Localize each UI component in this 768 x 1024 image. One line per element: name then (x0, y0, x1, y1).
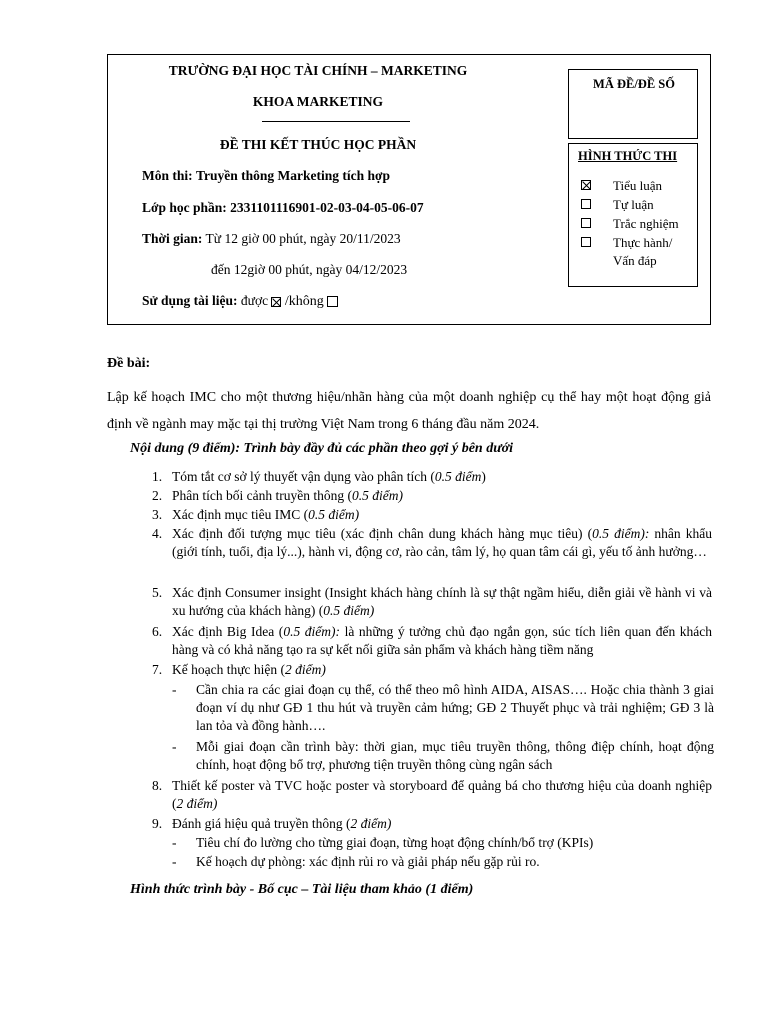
university-name: TRƯỜNG ĐẠI HỌC TÀI CHÍNH – MARKETING (168, 63, 468, 78)
subject-line (142, 168, 390, 184)
practical-oral-label: Thực hành/ Vấn đáp (613, 235, 673, 268)
written-checkbox[interactable] (581, 199, 591, 209)
item-number: 9. (152, 816, 163, 831)
item-points: 0.5 điểm) (323, 603, 375, 618)
content-heading-text: Nội dung (9 điểm): Trình bày đầy đủ các phần theo gợi ý bên dưới (130, 441, 514, 456)
written-label: Tự luận (613, 197, 654, 212)
sub-item-text: Kế hoạch dự phòng: xác định rủi ro và giải pháp nếu gặp rủi ro. (196, 854, 540, 869)
exam-title: ĐỀ THI KẾT THÚC HỌC PHẦN (219, 137, 417, 152)
practical-oral-checkbox[interactable] (581, 237, 591, 247)
item-points: 0.5 điểm): (592, 526, 650, 541)
item-tail: là những ý tưởng chủ đạo ngắn gọn, súc tích liên quan đến khách hàng và có khả năng tạo ra sự kết nối giữa sản phẩm và khách hàng tiềm năng (172, 624, 713, 657)
item-number: 8. (152, 778, 163, 793)
materials-line (142, 293, 338, 310)
dash-marker: - (172, 835, 177, 850)
class-line (142, 200, 424, 216)
dash-marker: - (172, 854, 177, 869)
header-divider (262, 121, 410, 122)
essay-checkbox[interactable] (581, 180, 591, 190)
item-text: Xác định đối tượng mục tiêu (xác định chân dung khách hàng mục tiêu) ( (172, 526, 593, 541)
dash-marker: - (172, 739, 177, 754)
assignment-intro: Lập kế hoạch IMC cho một thương hiệu/nhãn hàng của một doanh nghiệp cụ thể hay một hoạt động giả định về ngành may mặc tại thị trường Việt Nam trong 6 tháng đầu năm 2024. (107, 390, 711, 432)
sub-item-text: Tiêu chí đo lường cho từng giai đoạn, từng hoạt động chính/bổ trợ (KPIs) (196, 835, 594, 850)
item-text: Phân tích bối cảnh truyền thông ( (172, 488, 352, 503)
time-label: Thời gian: (142, 231, 203, 246)
item-points: 0.5 điểm) (308, 507, 360, 522)
item-points: 2 điểm) (285, 662, 326, 677)
item-points: 0.5 điểm (434, 469, 482, 484)
materials-no-label: /không (284, 294, 324, 309)
exam-header-box (107, 54, 711, 325)
item-text: Kế hoạch thực hiện ( (172, 662, 286, 677)
dash-marker: - (172, 682, 177, 697)
multiple-choice-checkbox[interactable] (581, 218, 591, 228)
item-points: 2 điểm) (350, 816, 392, 831)
time-to: đến 12giờ 00 phút, ngày 04/12/2023 (211, 262, 408, 277)
item-number: 6. (152, 624, 163, 639)
class-label: Lớp học phần: (142, 200, 227, 215)
essay-label: Tiểu luận (613, 178, 662, 193)
item-text: Xác định Big Idea ( (172, 624, 284, 639)
assignment-heading: Đề bài: (107, 356, 151, 371)
materials-yes-checkbox[interactable] (271, 297, 281, 307)
item-text: Xác định mục tiêu IMC ( (172, 507, 309, 522)
exam-code-box (568, 69, 698, 139)
footer-heading (130, 882, 473, 898)
item-text: Đánh giá hiệu quả truyền thông ( (172, 816, 351, 831)
time-from: Từ 12 giờ 00 phút, ngày 20/11/2023 (205, 231, 401, 246)
exam-code-label: MÃ ĐỀ/ĐỀ SỐ (593, 77, 675, 91)
content-heading (130, 441, 513, 457)
materials-no-checkbox[interactable] (327, 296, 338, 307)
subject-label: Môn thi: (142, 168, 193, 183)
exam-form-box (568, 143, 698, 287)
item-tail: nhân khẩu (giới tính, tuổi, địa lý...), hành vi, động cơ, rào cản, tâm lý, họ quan tâm cái gì, yếu tố ảnh hưởng… (172, 526, 712, 559)
faculty-name: KHOA MARKETING (252, 94, 384, 109)
item-number: 3. (152, 507, 163, 522)
item-number: 5. (152, 585, 163, 600)
materials-label: Sử dụng tài liệu: (142, 293, 238, 308)
item-text: Tóm tắt cơ sở lý thuyết vận dụng vào phân tích ( (172, 469, 435, 484)
item-text: Xác định Consumer insight (Insight khách hàng chính là sự thật ngầm hiểu, diễn giải về hành vi và xu hướng của khách hàng) ( (172, 585, 712, 618)
time-line (142, 231, 401, 247)
item-number: 2. (152, 488, 163, 503)
sub-item-text: Mỗi giai đoạn cần trình bày: thời gian, mục tiêu truyền thông, thông điệp chính, hoạt động chính, hoạt động bổ trợ, phương tiện truyền thông cùng ngân sách (196, 739, 714, 772)
item-points: 2 điểm) (176, 796, 218, 811)
item-number: 1. (152, 469, 163, 484)
multiple-choice-label: Trắc nghiệm (613, 216, 679, 231)
item-points: 0.5 điểm) (351, 488, 403, 503)
footer-heading-text: Hình thức trình bày - Bố cục – Tài liệu tham khảo (1 điểm) (130, 882, 474, 897)
item-points: 0.5 điểm): (283, 624, 341, 639)
item-tail: ) (481, 469, 486, 484)
item-number: 7. (152, 662, 163, 677)
exam-form-title: HÌNH THỨC THI (578, 149, 678, 163)
subject-value: Truyền thông Marketing tích hợp (196, 168, 390, 183)
item-number: 4. (152, 526, 163, 541)
item-text: Thiết kế poster và TVC hoặc poster và storyboard để quảng bá cho thương hiệu của doanh nghiệp ( (172, 778, 712, 811)
sub-item-text: Cần chia ra các giai đoạn cụ thể, có thể theo mô hình AIDA, AISAS…. Hoặc chia thành 3 giai đoạn ví dụ như GĐ 1 thu hút và truyền cảm hứng; GĐ 2 Thuyết phục và trải nghiệm; GĐ 3 là lan tỏa và đồng hành…. (196, 682, 714, 733)
class-code: 2331101116901-02-03-04-05-06-07 (230, 200, 424, 215)
materials-yes-label: được (240, 293, 269, 308)
